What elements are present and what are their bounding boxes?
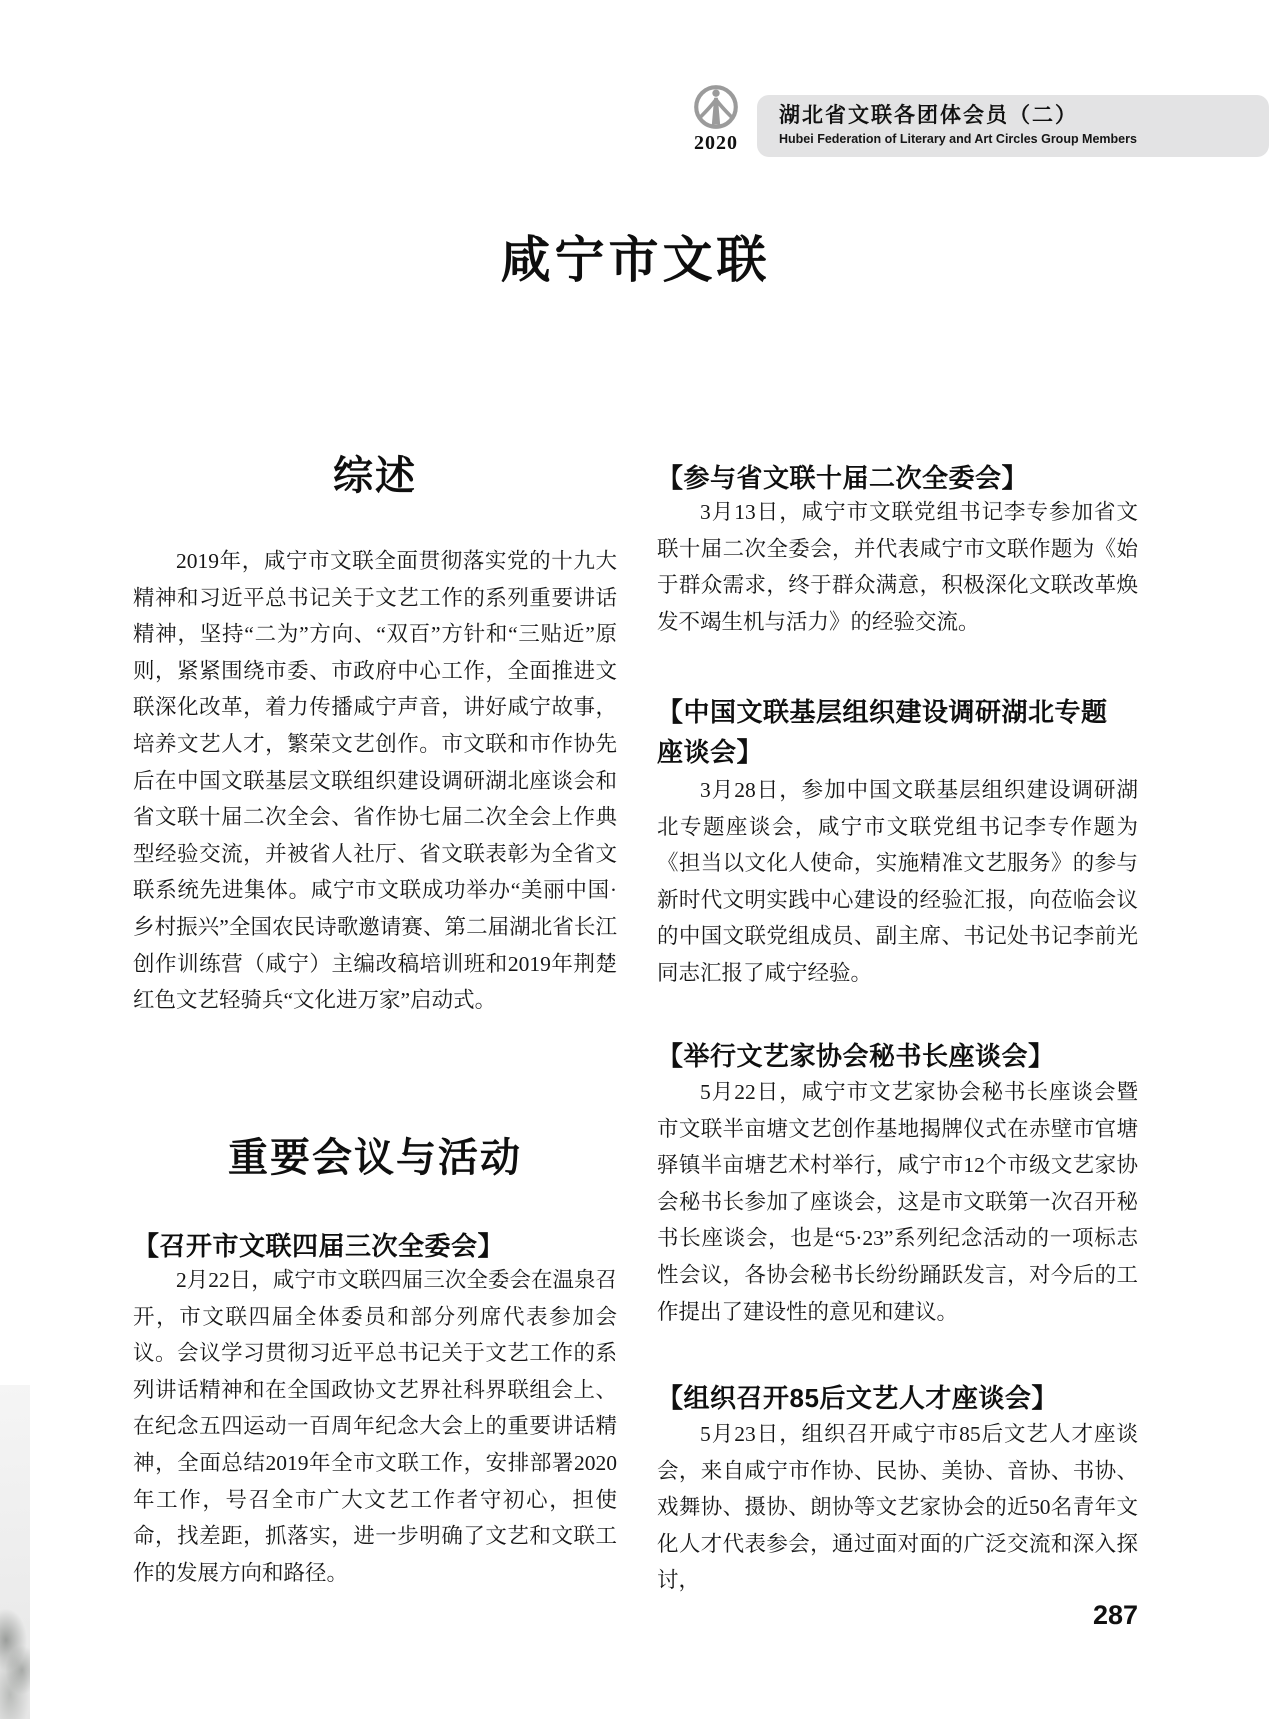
article-body-grassroots-forum: 3月28日，参加中国文联基层组织建设调研湖北专题座谈会，咸宁市文联党组书记李专作题为《担当以文化人使命，实施精准文艺服务》的参与新时代文明实践中心建设的经验汇报，向莅临会议的中国文联党组成员、副主席、书记处书记李前光同志汇报了咸宁经验。 — [657, 778, 1138, 985]
meetings-section-heading: 重要会议与活动 — [228, 1136, 522, 1180]
corner-landscape-image — [0, 1385, 30, 1719]
article-body-secretaries-forum: 5月22日，咸宁市文艺家协会秘书长座谈会暨市文联半亩塘文艺创作基地揭牌仪式在赤壁市官塘驿镇半亩塘艺术村举行，咸宁市12个市级文艺家协会秘书长参加了座谈会，这是市文联第一次召开秘书长座谈会，也是“5·23”系列纪念活动的一项标志性会议，各协会秘书长纷纷踊跃发言，对今后的工作提出了建设性的意见和建议。 — [657, 1080, 1138, 1324]
banner-title-zh: 湖北省文联各团体会员（二） — [779, 103, 1078, 127]
page-title: 咸宁市文联 — [500, 232, 771, 288]
article-heading-provincial-plenum: 【参与省文联十届二次全委会】 — [657, 463, 1029, 493]
article-heading-secretaries-forum: 【举行文艺家协会秘书长座谈会】 — [657, 1041, 1055, 1071]
banner-title-en: Hubei Federation of Literary and Art Circles Group Members — [779, 132, 1137, 146]
logo-year: 2020 — [694, 132, 738, 154]
header-banner — [757, 95, 1269, 157]
article-body-post85-talents: 5月23日，组织召开咸宁市85后文艺人才座谈会，来自咸宁市作协、民协、美协、音协、书协、戏舞协、摄协、朗协等文艺家协会的近50名青年文化人才代表参会，通过面对面的广泛交流和深入探讨， — [657, 1422, 1138, 1593]
overview-heading: 综述 — [333, 454, 417, 498]
article-heading-grassroots-forum: 【中国文联基层组织建设调研湖北专题座谈会】 — [657, 697, 1108, 767]
wenlian-logo-icon — [693, 84, 739, 130]
article-body-plenary: 2月22日，咸宁市文联四届三次全委会在温泉召开，市文联四届全体委员和部分列席代表参加会议。会议学习贯彻习近平总书记关于文艺工作的系列讲话精神和在全国政协文艺界社科界联组会上、在纪念五四运动一百周年纪念大会上的重要讲话精神，全面总结2019年全市文联工作，安排部署2020年工作，号召全市广大文艺工作者守初心，担使命，找差距，抓落实，进一步明确了文艺和文联工作的发展方向和路径。 — [133, 1268, 617, 1585]
article-heading-post85-talents: 【组织召开85后文艺人才座谈会】 — [657, 1383, 1058, 1413]
overview-paragraph: 2019年，咸宁市文联全面贯彻落实党的十九大精神和习近平总书记关于文艺工作的系列重要讲话精神，坚持“二为”方向、“双百”方针和“三贴近”原则，紧紧围绕市委、市政府中心工作，全面推进文联深化改革，着力传播咸宁声音，讲好咸宁故事，培养文艺人才，繁荣文艺创作。市文联和市作协先后在中国文联基层文联组织建设调研湖北座谈会和省文联十届二次全会、省作协七届二次全会上作典型经验交流，并被省人社厅、省文联表彰为全省文联系统先进集体。咸宁市文联成功举办“美丽中国·乡村振兴”全国农民诗歌邀请赛、第二届湖北省长江创作训练营（咸宁）主编改稿培训班和2019年荆楚红色文艺轻骑兵“文化进万家”启动式。 — [133, 549, 617, 1013]
article-body-provincial-plenum: 3月13日，咸宁市文联党组书记李专参加省文联十届二次全委会，并代表咸宁市文联作题为《始于群众需求，终于群众满意，积极深化文联改革焕发不竭生机与活力》的经验交流。 — [657, 500, 1138, 634]
page-number: 287 — [1092, 1600, 1138, 1630]
article-heading-plenary: 【召开市文联四届三次全委会】 — [133, 1231, 505, 1261]
wenlian-logo — [686, 84, 746, 155]
